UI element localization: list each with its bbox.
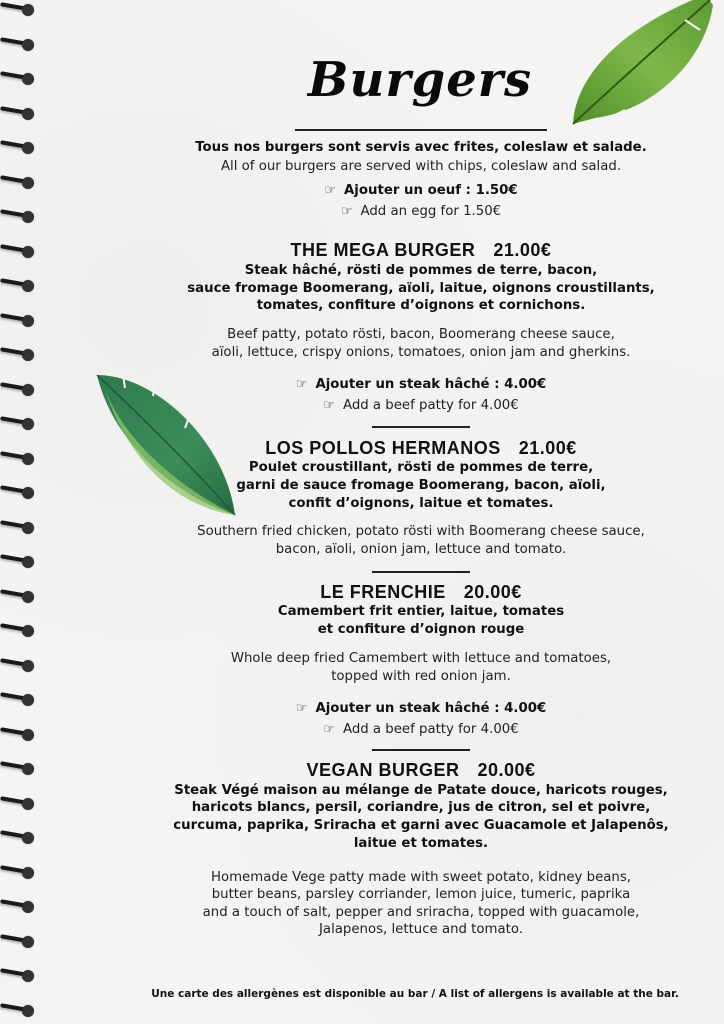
item-desc-fr: Poulet croustillant, rösti de pommes de terre, xyxy=(248,460,594,475)
spiral-ring-icon xyxy=(0,39,38,53)
intro-en: All of our burgers are served with chips, coleslaw and salad. xyxy=(220,159,622,174)
item-name: VEGAN BURGER xyxy=(306,760,460,780)
item-desc-fr: garni de sauce fromage Boomerang, bacon, aïoli, xyxy=(236,478,606,493)
item-price: 20.00€ xyxy=(463,582,522,602)
item-desc-fr: Steak Végé maison au mélange de Patate douce, haricots rouges, xyxy=(174,783,668,798)
item-desc-en: topped with red onion jam. xyxy=(331,669,511,684)
spiral-ring-icon xyxy=(0,384,38,398)
item-desc-en: Southern fried chicken, potato rösti with Boomerang cheese sauce, xyxy=(197,524,645,539)
spiral-ring-icon xyxy=(0,418,38,432)
addon-text: Add an egg for 1.50€ xyxy=(360,204,502,219)
item-desc-fr: confit d’oignons, laitue et tomates. xyxy=(288,496,554,511)
spiral-ring-icon xyxy=(0,556,38,570)
intro-fr: Tous nos burgers sont servis avec frites, coleslaw et salade. xyxy=(195,140,647,155)
item-desc-fr: tomates, confiture d’oignons et cornichons. xyxy=(256,298,586,313)
spiral-ring-icon xyxy=(0,4,38,18)
item-addon-fr xyxy=(150,701,692,716)
spiral-ring-icon xyxy=(0,729,38,743)
spiral-ring-icon xyxy=(0,694,38,708)
spiral-ring-icon xyxy=(0,177,38,191)
pointing-hand-icon: ☞ xyxy=(295,701,308,716)
item-desc-en: Jalapenos, lettuce and tomato. xyxy=(319,922,523,937)
addon-text: Ajouter un oeuf : 1.50€ xyxy=(344,183,518,198)
intro-addon-fr xyxy=(150,183,692,198)
spiral-ring-icon xyxy=(0,660,38,674)
spiral-ring-icon xyxy=(0,73,38,87)
item-desc-fr: laitue et tomates. xyxy=(353,836,489,851)
spiral-ring-icon xyxy=(0,901,38,915)
item-desc-en: and a touch of salt, pepper and sriracha, topped with guacamole, xyxy=(202,905,640,920)
item-addon-en xyxy=(150,398,692,413)
item-divider xyxy=(372,426,470,428)
allergen-note: Une carte des allergènes est disponible au bar / A list of allergens is available at the bar. xyxy=(151,988,679,1000)
spiral-binding xyxy=(0,0,40,1024)
item-divider xyxy=(372,571,470,573)
item-desc-fr: Steak hâché, rösti de pommes de terre, bacon, xyxy=(244,263,598,278)
spiral-ring-icon xyxy=(0,798,38,812)
pointing-hand-icon: ☞ xyxy=(340,204,353,219)
item-desc-en: butter beans, parsley corriander, lemon juice, tumeric, paprika xyxy=(211,887,631,902)
item-price: 21.00€ xyxy=(518,438,577,458)
item-addon-en xyxy=(150,722,692,737)
item-divider xyxy=(372,749,470,751)
item-name: THE MEGA BURGER xyxy=(290,240,476,260)
pointing-hand-icon: ☞ xyxy=(295,377,308,392)
item-price: 20.00€ xyxy=(477,760,536,780)
item-desc-en: Homemade Vege patty made with sweet potato, kidney beans, xyxy=(210,870,632,885)
spiral-ring-icon xyxy=(0,1005,38,1019)
spiral-ring-icon xyxy=(0,142,38,156)
spiral-ring-icon xyxy=(0,211,38,225)
addon-text: Ajouter un steak hâché : 4.00€ xyxy=(315,377,547,392)
pointing-hand-icon: ☞ xyxy=(323,398,335,413)
item-desc-fr: haricots blancs, persil, coriandre, jus de citron, sel et poivre, xyxy=(191,800,651,815)
item-desc-fr: Camembert frit entier, laitue, tomates xyxy=(277,604,565,619)
title-divider xyxy=(295,129,547,131)
leaf-icon xyxy=(565,0,715,130)
item-desc-en: Beef patty, potato rösti, bacon, Boomerang cheese sauce, xyxy=(227,327,615,342)
spiral-ring-icon xyxy=(0,246,38,260)
spiral-ring-icon xyxy=(0,453,38,467)
spiral-ring-icon xyxy=(0,867,38,881)
pointing-hand-icon: ☞ xyxy=(324,183,337,198)
menu-item-name xyxy=(150,438,692,459)
item-desc-fr: curcuma, paprika, Sriracha et garni avec Guacamole et Jalapenôs, xyxy=(173,818,669,833)
item-desc-en: Whole deep fried Camembert with lettuce and tomatoes, xyxy=(230,651,612,666)
spiral-ring-icon xyxy=(0,280,38,294)
spiral-ring-icon xyxy=(0,315,38,329)
spiral-ring-icon xyxy=(0,763,38,777)
item-price: 21.00€ xyxy=(493,240,552,260)
spiral-ring-icon xyxy=(0,108,38,122)
addon-text: Add a beef patty for 4.00€ xyxy=(342,722,519,737)
addon-text: Add a beef patty for 4.00€ xyxy=(342,398,519,413)
spiral-ring-icon xyxy=(0,349,38,363)
menu-item-name xyxy=(150,760,692,781)
page-title: Burgers xyxy=(307,52,533,108)
spiral-ring-icon xyxy=(0,936,38,950)
item-desc-fr: et confiture d’oignon rouge xyxy=(317,622,525,637)
item-desc-en: bacon, aïoli, onion jam, lettuce and tomato. xyxy=(275,542,567,557)
item-desc-fr: sauce fromage Boomerang, aïoli, laitue, oignons croustillants, xyxy=(187,281,655,296)
addon-text: Ajouter un steak hâché : 4.00€ xyxy=(315,701,547,716)
menu-item-name xyxy=(150,582,692,603)
spiral-ring-icon xyxy=(0,832,38,846)
intro-addon-en xyxy=(150,204,692,219)
item-desc-en: aïoli, lettuce, crispy onions, tomatoes, onion jam and gherkins. xyxy=(211,345,631,360)
spiral-ring-icon xyxy=(0,970,38,984)
spiral-ring-icon xyxy=(0,625,38,639)
spiral-ring-icon xyxy=(0,522,38,536)
item-name: LOS POLLOS HERMANOS xyxy=(265,438,501,458)
menu-item-name xyxy=(150,240,692,261)
item-addon-fr xyxy=(150,377,692,392)
spiral-ring-icon xyxy=(0,591,38,605)
pointing-hand-icon: ☞ xyxy=(323,722,335,737)
item-name: LE FRENCHIE xyxy=(320,582,446,602)
spiral-ring-icon xyxy=(0,487,38,501)
